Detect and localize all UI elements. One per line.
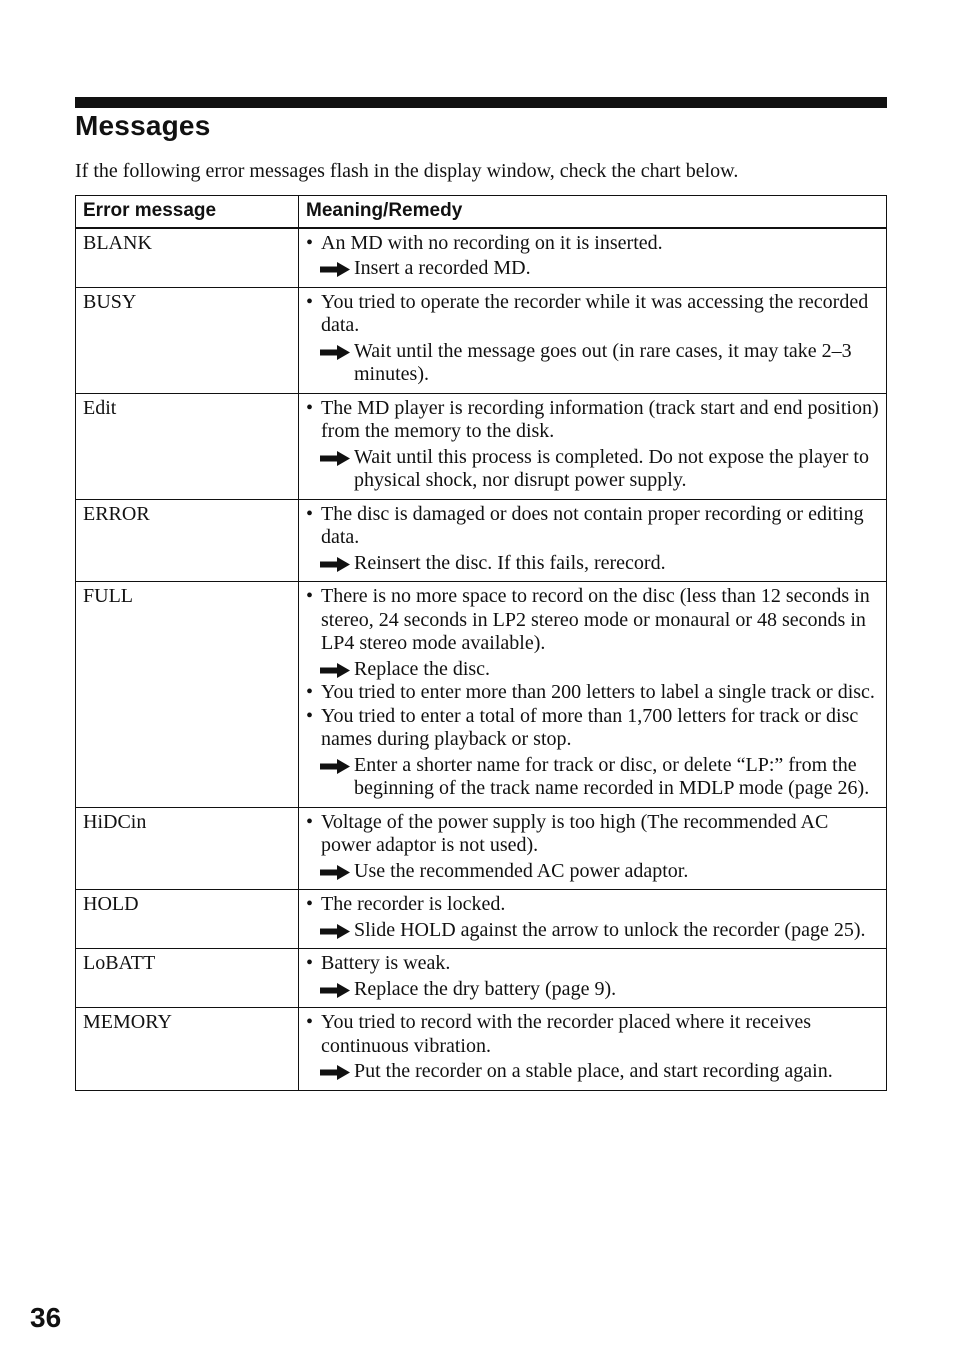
bullet-icon: • <box>306 810 314 833</box>
remedy-item <box>306 919 879 943</box>
arrow-right-icon <box>320 924 350 939</box>
meaning-remedy-cell <box>299 807 887 890</box>
header-meaning-remedy: Meaning/Remedy <box>299 196 887 228</box>
bullet-icon: • <box>306 1011 314 1033</box>
bullet-icon: • <box>306 681 314 703</box>
remedy-text: Wait until the message goes out (in rare cases, it may take 2–3 minutes). <box>354 339 852 385</box>
arrow-right-icon <box>320 1065 350 1080</box>
cause-item <box>306 893 879 917</box>
bullet-icon: • <box>306 704 314 727</box>
remedy-text: Insert a recorded MD. <box>354 257 531 279</box>
remedy-item <box>306 552 879 576</box>
table-row <box>76 890 887 949</box>
cause-item <box>306 1011 879 1058</box>
remedy-item <box>306 1060 879 1084</box>
cause-item <box>306 952 879 976</box>
remedy-text: Enter a shorter name for track or disc, or delete “LP:” from the beginning of the track name recorded in MDLP mode (page 26). <box>354 753 870 799</box>
arrow-right-icon <box>320 557 350 572</box>
meaning-remedy-cell <box>299 499 887 582</box>
messages-table <box>75 195 887 1091</box>
error-message-cell: MEMORY <box>76 1008 299 1091</box>
cause-item <box>306 503 879 550</box>
bullet-icon: • <box>306 396 314 419</box>
meaning-remedy-cell <box>299 393 887 499</box>
remedy-item <box>306 446 879 493</box>
table-row <box>76 807 887 890</box>
error-message-cell: HOLD <box>76 890 299 949</box>
cause-item <box>306 232 879 256</box>
error-message-cell: LoBATT <box>76 949 299 1008</box>
table-body <box>76 228 887 1091</box>
table-row <box>76 582 887 808</box>
remedy-text: Slide HOLD against the arrow to unlock the recorder (page 25). <box>354 918 866 941</box>
bullet-icon: • <box>306 502 314 525</box>
error-message-cell: FULL <box>76 582 299 808</box>
remedy-text: Reinsert the disc. If this fails, rerecord. <box>354 551 666 574</box>
bullet-icon: • <box>306 952 314 974</box>
cause-text: You tried to enter a total of more than 1,700 letters for track or disc names during playback or stop. <box>321 704 859 750</box>
remedy-item <box>306 754 879 801</box>
table-header-row <box>76 196 887 228</box>
remedy-item <box>306 257 879 281</box>
meaning-remedy-cell <box>299 890 887 949</box>
bullet-icon: • <box>306 290 314 313</box>
error-message-cell: BUSY <box>76 287 299 393</box>
table-row <box>76 228 887 288</box>
header-error-message: Error message <box>76 196 299 228</box>
arrow-right-icon <box>320 983 350 998</box>
arrow-right-icon <box>320 865 350 880</box>
meaning-remedy-cell <box>299 582 887 808</box>
cause-text: There is no more space to record on the disc (less than 12 seconds in stereo, 24 seconds in LP2 stereo mode or monaural or 48 seconds in LP4 stereo mode available). <box>321 585 870 654</box>
bullet-icon: • <box>306 585 314 607</box>
bullet-icon: • <box>306 893 314 915</box>
arrow-right-icon <box>320 663 350 678</box>
intro-text: If the following error messages flash in the display window, check the chart below. <box>75 160 739 182</box>
error-message-cell: HiDCin <box>76 807 299 890</box>
cause-text: The disc is damaged or does not contain proper recording or editing data. <box>321 502 864 548</box>
cause-item <box>306 397 879 444</box>
error-message-cell: BLANK <box>76 228 299 288</box>
error-message-cell: ERROR <box>76 499 299 582</box>
page-title: Messages <box>75 110 211 141</box>
meaning-remedy-cell <box>299 228 887 288</box>
section-rule <box>75 97 887 108</box>
meaning-remedy-cell <box>299 1008 887 1091</box>
table-row <box>76 287 887 393</box>
cause-text: The recorder is locked. <box>321 893 506 915</box>
cause-text: Voltage of the power supply is too high (The recommended AC power adaptor is not used). <box>321 810 829 856</box>
cause-text: You tried to enter more than 200 letters to label a single track or disc. <box>321 681 875 703</box>
table-row <box>76 393 887 499</box>
cause-item <box>306 811 879 858</box>
meaning-remedy-cell <box>299 287 887 393</box>
cause-text: You tried to operate the recorder while it was accessing the recorded data. <box>321 290 869 336</box>
cause-item <box>306 681 879 705</box>
cause-text: You tried to record with the recorder placed where it receives continuous vibration. <box>321 1011 811 1057</box>
remedy-item <box>306 860 879 884</box>
remedy-item <box>306 658 879 682</box>
remedy-item <box>306 978 879 1002</box>
page-number: 36 <box>30 1302 62 1333</box>
cause-item <box>306 585 879 656</box>
meaning-remedy-cell <box>299 949 887 1008</box>
arrow-right-icon <box>320 759 350 774</box>
arrow-right-icon <box>320 262 350 277</box>
cause-item <box>306 705 879 752</box>
cause-text: An MD with no recording on it is inserted. <box>321 231 663 254</box>
table-row <box>76 499 887 582</box>
table-row <box>76 1008 887 1091</box>
cause-text: Battery is weak. <box>321 952 451 974</box>
arrow-right-icon <box>320 345 350 360</box>
cause-item <box>306 291 879 338</box>
remedy-text: Put the recorder on a stable place, and start recording again. <box>354 1060 833 1082</box>
error-message-cell: Edit <box>76 393 299 499</box>
bullet-icon: • <box>306 231 314 254</box>
remedy-text: Replace the disc. <box>354 657 491 680</box>
remedy-item <box>306 340 879 387</box>
arrow-right-icon <box>320 451 350 466</box>
remedy-text: Wait until this process is completed. Do not expose the player to physical shock, nor disrupt power supply. <box>354 445 869 491</box>
table-row <box>76 949 887 1008</box>
remedy-text: Use the recommended AC power adaptor. <box>354 859 689 882</box>
cause-text: The MD player is recording information (track start and end position) from the memory to the disk. <box>321 396 879 442</box>
remedy-text: Replace the dry battery (page 9). <box>354 977 617 1000</box>
